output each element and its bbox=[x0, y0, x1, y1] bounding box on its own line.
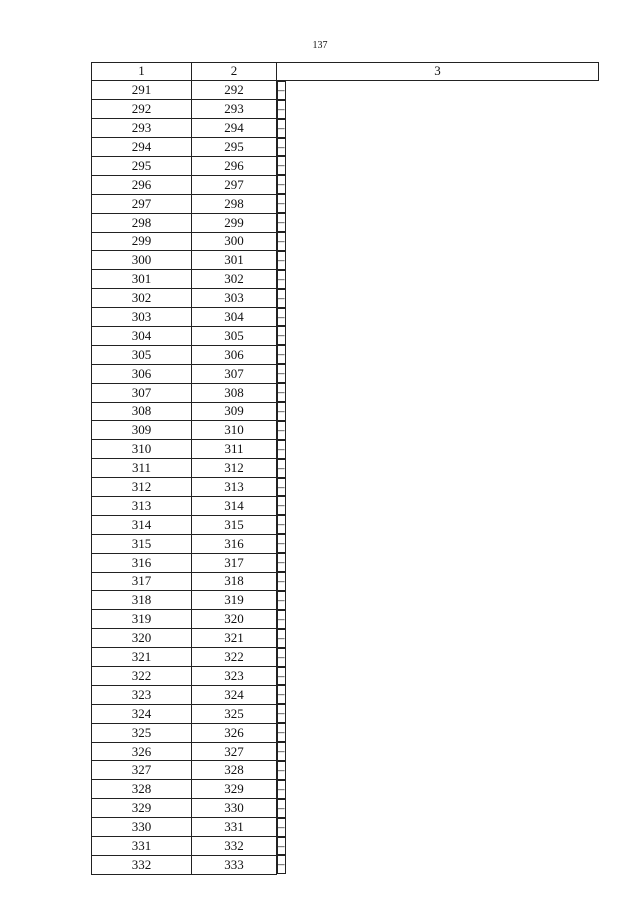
table-cell-col-1: 319 bbox=[92, 610, 192, 629]
table-cell-col-3: – bbox=[277, 855, 286, 874]
table-cell-col-1: 295 bbox=[92, 156, 192, 175]
table-row bbox=[92, 855, 599, 874]
table-cell-col-1: 326 bbox=[92, 742, 192, 761]
table-cell-col-3: – bbox=[277, 459, 286, 478]
table-row bbox=[92, 553, 599, 572]
table-row bbox=[92, 704, 599, 723]
table-cell-col-3: – bbox=[277, 100, 286, 119]
table-cell-col-2: 328 bbox=[192, 761, 277, 780]
table-row bbox=[92, 402, 599, 421]
table-cell-col-2: 331 bbox=[192, 818, 277, 837]
table-cell-col-2: 293 bbox=[192, 100, 277, 119]
table-row bbox=[92, 364, 599, 383]
table-row bbox=[92, 194, 599, 213]
table-cell-col-3: – bbox=[277, 780, 286, 799]
table-cell-col-3: – bbox=[277, 667, 286, 686]
table-cell-col-3: – bbox=[277, 591, 286, 610]
table-cell-col-3: – bbox=[277, 572, 286, 591]
table-cell-col-2: 297 bbox=[192, 175, 277, 194]
table-cell-col-3: – bbox=[277, 818, 286, 837]
table-row bbox=[92, 421, 599, 440]
table-cell-col-3: – bbox=[277, 326, 286, 345]
table-cell-col-2: 308 bbox=[192, 383, 277, 402]
table-cell-col-3: – bbox=[277, 421, 286, 440]
table-cell-col-3: – bbox=[277, 383, 286, 402]
table-cell-col-2: 301 bbox=[192, 251, 277, 270]
table-cell-col-1: 325 bbox=[92, 723, 192, 742]
table-cell-col-3: – bbox=[277, 289, 286, 308]
table-cell-col-1: 308 bbox=[92, 402, 192, 421]
table-cell-col-2: 295 bbox=[192, 138, 277, 157]
table-cell-col-1: 331 bbox=[92, 837, 192, 856]
table-cell-col-2: 332 bbox=[192, 837, 277, 856]
table-cell-col-1: 329 bbox=[92, 799, 192, 818]
table-cell-col-2: 327 bbox=[192, 742, 277, 761]
data-table bbox=[91, 62, 599, 875]
table-cell-col-3: – bbox=[277, 119, 286, 138]
table-cell-col-3: – bbox=[277, 553, 286, 572]
table-row bbox=[92, 440, 599, 459]
table-cell-col-2: 312 bbox=[192, 459, 277, 478]
table-cell-col-3: – bbox=[277, 610, 286, 629]
table-row bbox=[92, 308, 599, 327]
table-row bbox=[92, 648, 599, 667]
table-cell-col-3: – bbox=[277, 345, 286, 364]
table-cell-col-3: – bbox=[277, 175, 286, 194]
table-cell-col-3: – bbox=[277, 138, 286, 157]
table-cell-col-3: – bbox=[277, 251, 286, 270]
table-cell-col-1: 306 bbox=[92, 364, 192, 383]
table-row bbox=[92, 383, 599, 402]
table-cell-col-2: 305 bbox=[192, 326, 277, 345]
table-cell-col-2: 311 bbox=[192, 440, 277, 459]
table-cell-col-1: 310 bbox=[92, 440, 192, 459]
table-cell-col-1: 297 bbox=[92, 194, 192, 213]
table-cell-col-1: 314 bbox=[92, 515, 192, 534]
table-row bbox=[92, 119, 599, 138]
table-cell-col-1: 298 bbox=[92, 213, 192, 232]
column-header-3: 3 bbox=[277, 63, 599, 81]
table-cell-col-2: 314 bbox=[192, 496, 277, 515]
table-cell-col-1: 323 bbox=[92, 685, 192, 704]
table-cell-col-3: – bbox=[277, 194, 286, 213]
table-cell-col-2: 307 bbox=[192, 364, 277, 383]
table-row bbox=[92, 685, 599, 704]
table-cell-col-2: 330 bbox=[192, 799, 277, 818]
table-cell-col-3: – bbox=[277, 496, 286, 515]
table-row bbox=[92, 345, 599, 364]
table-cell-col-3: – bbox=[277, 402, 286, 421]
table-cell-col-2: 310 bbox=[192, 421, 277, 440]
table-cell-col-2: 306 bbox=[192, 345, 277, 364]
table-cell-col-1: 292 bbox=[92, 100, 192, 119]
table-cell-col-1: 304 bbox=[92, 326, 192, 345]
table-row bbox=[92, 289, 599, 308]
table-cell-col-2: 313 bbox=[192, 478, 277, 497]
table-cell-col-3: – bbox=[277, 364, 286, 383]
table-cell-col-2: 299 bbox=[192, 213, 277, 232]
table-row bbox=[92, 251, 599, 270]
table-cell-col-2: 298 bbox=[192, 194, 277, 213]
table-cell-col-2: 317 bbox=[192, 553, 277, 572]
table-cell-col-2: 302 bbox=[192, 270, 277, 289]
table-cell-col-2: 323 bbox=[192, 667, 277, 686]
header-row bbox=[92, 63, 599, 81]
table-cell-col-1: 315 bbox=[92, 534, 192, 553]
table-row bbox=[92, 761, 599, 780]
table-cell-col-2: 316 bbox=[192, 534, 277, 553]
table-cell-col-2: 315 bbox=[192, 515, 277, 534]
table-cell-col-3: – bbox=[277, 742, 286, 761]
table-row bbox=[92, 156, 599, 175]
table-cell-col-1: 307 bbox=[92, 383, 192, 402]
table-cell-col-2: 322 bbox=[192, 648, 277, 667]
table-cell-col-2: 325 bbox=[192, 704, 277, 723]
table-row bbox=[92, 80, 599, 99]
table-row bbox=[92, 496, 599, 515]
table-row bbox=[92, 818, 599, 837]
table-cell-col-3: – bbox=[277, 534, 286, 553]
table-cell-col-1: 291 bbox=[92, 80, 192, 99]
table-cell-col-2: 296 bbox=[192, 156, 277, 175]
table-cell-col-1: 324 bbox=[92, 704, 192, 723]
table-cell-col-1: 317 bbox=[92, 572, 192, 591]
table-cell-col-1: 318 bbox=[92, 591, 192, 610]
table-cell-col-2: 333 bbox=[192, 855, 277, 874]
table-cell-col-2: 304 bbox=[192, 308, 277, 327]
table-cell-col-2: 329 bbox=[192, 780, 277, 799]
table-cell-col-3: – bbox=[277, 723, 286, 742]
table-cell-col-3: – bbox=[277, 81, 286, 100]
table-cell-col-1: 313 bbox=[92, 496, 192, 515]
table-cell-col-3: – bbox=[277, 837, 286, 856]
table-row bbox=[92, 270, 599, 289]
table-cell-col-3: – bbox=[277, 440, 286, 459]
table-cell-col-3: – bbox=[277, 704, 286, 723]
table-cell-col-1: 299 bbox=[92, 232, 192, 251]
table-cell-col-3: – bbox=[277, 685, 286, 704]
table-cell-col-1: 294 bbox=[92, 138, 192, 157]
table-cell-col-1: 320 bbox=[92, 629, 192, 648]
table-row bbox=[92, 799, 599, 818]
table-cell-col-2: 294 bbox=[192, 119, 277, 138]
table-cell-col-2: 319 bbox=[192, 591, 277, 610]
table-row bbox=[92, 515, 599, 534]
table-cell-col-2: 321 bbox=[192, 629, 277, 648]
table-cell-col-3: – bbox=[277, 478, 286, 497]
table-cell-col-3: – bbox=[277, 761, 286, 780]
table-cell-col-2: 326 bbox=[192, 723, 277, 742]
table-cell-col-1: 311 bbox=[92, 459, 192, 478]
table-cell-col-3: – bbox=[277, 213, 286, 232]
table-cell-col-1: 301 bbox=[92, 270, 192, 289]
table-row bbox=[92, 213, 599, 232]
table-cell-col-3: – bbox=[277, 156, 286, 175]
table-cell-col-1: 321 bbox=[92, 648, 192, 667]
table-row bbox=[92, 478, 599, 497]
table-row bbox=[92, 667, 599, 686]
table-row bbox=[92, 742, 599, 761]
table-cell-col-1: 328 bbox=[92, 780, 192, 799]
table-cell-col-3: – bbox=[277, 648, 286, 667]
table-row bbox=[92, 780, 599, 799]
table-row bbox=[92, 837, 599, 856]
table-row bbox=[92, 629, 599, 648]
table-cell-col-3: – bbox=[277, 232, 286, 251]
table-cell-col-1: 296 bbox=[92, 175, 192, 194]
table-cell-col-3: – bbox=[277, 799, 286, 818]
table-cell-col-1: 327 bbox=[92, 761, 192, 780]
table-row bbox=[92, 232, 599, 251]
table-row bbox=[92, 610, 599, 629]
table-cell-col-1: 293 bbox=[92, 119, 192, 138]
table-row bbox=[92, 723, 599, 742]
table-cell-col-1: 303 bbox=[92, 308, 192, 327]
table-row bbox=[92, 572, 599, 591]
table-cell-col-1: 312 bbox=[92, 478, 192, 497]
table-row bbox=[92, 534, 599, 553]
table-cell-col-1: 332 bbox=[92, 855, 192, 874]
table-cell-col-3: – bbox=[277, 270, 286, 289]
table-row bbox=[92, 591, 599, 610]
column-header-2: 2 bbox=[192, 63, 277, 81]
table-cell-col-1: 330 bbox=[92, 818, 192, 837]
table-cell-col-1: 300 bbox=[92, 251, 192, 270]
table-cell-col-1: 322 bbox=[92, 667, 192, 686]
table-cell-col-2: 309 bbox=[192, 402, 277, 421]
table-row bbox=[92, 138, 599, 157]
table-cell-col-1: 309 bbox=[92, 421, 192, 440]
table-row bbox=[92, 326, 599, 345]
table-row bbox=[92, 100, 599, 119]
table-cell-col-2: 318 bbox=[192, 572, 277, 591]
table-cell-col-2: 324 bbox=[192, 685, 277, 704]
table-body bbox=[92, 80, 599, 874]
table-cell-col-1: 305 bbox=[92, 345, 192, 364]
table-cell-col-2: 303 bbox=[192, 289, 277, 308]
table-cell-col-1: 302 bbox=[92, 289, 192, 308]
page-number: 137 bbox=[312, 40, 328, 51]
table-cell-col-2: 320 bbox=[192, 610, 277, 629]
table-cell-col-3: – bbox=[277, 515, 286, 534]
table-cell-col-2: 292 bbox=[192, 80, 277, 99]
table-cell-col-1: 316 bbox=[92, 553, 192, 572]
table-cell-col-3: – bbox=[277, 629, 286, 648]
table-header bbox=[92, 63, 599, 81]
table-cell-col-3: – bbox=[277, 308, 286, 327]
table-cell-col-2: 300 bbox=[192, 232, 277, 251]
table-row bbox=[92, 175, 599, 194]
table-row bbox=[92, 459, 599, 478]
column-header-1: 1 bbox=[92, 63, 192, 81]
